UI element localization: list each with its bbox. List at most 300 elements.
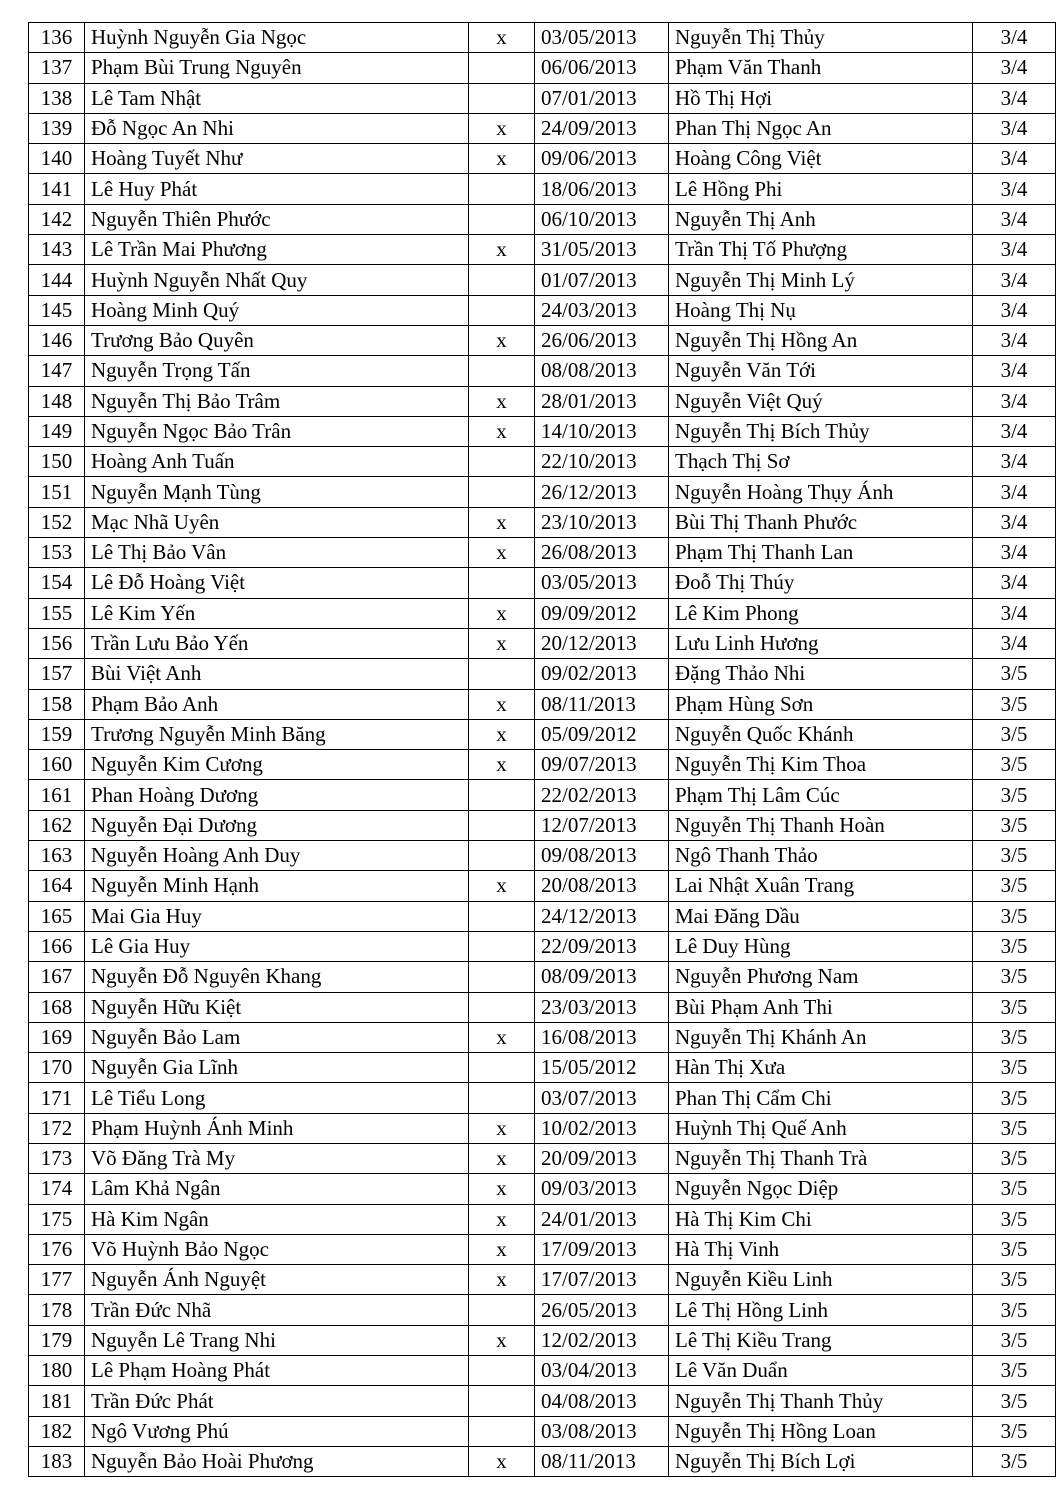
parent-name: Ngô Thanh Thảo <box>669 841 973 871</box>
student-name: Nguyễn Bảo Hoài Phương <box>85 1446 469 1476</box>
parent-name: Nguyễn Thị Thanh Thủy <box>669 1386 973 1416</box>
row-number: 145 <box>29 295 85 325</box>
birth-date: 03/08/2013 <box>535 1416 669 1446</box>
row-number: 167 <box>29 962 85 992</box>
class-label: 3/4 <box>973 477 1056 507</box>
row-number: 173 <box>29 1143 85 1173</box>
student-name: Nguyễn Đỗ Nguyên Khang <box>85 962 469 992</box>
birth-date: 12/02/2013 <box>535 1325 669 1355</box>
class-label: 3/5 <box>973 1204 1056 1234</box>
class-label: 3/4 <box>973 295 1056 325</box>
table-row <box>29 386 1056 416</box>
student-name: Huỳnh Nguyễn Gia Ngọc <box>85 23 469 53</box>
class-label: 3/5 <box>973 1356 1056 1386</box>
student-name: Lê Thị Bảo Vân <box>85 538 469 568</box>
student-name: Mai Gia Huy <box>85 901 469 931</box>
row-number: 148 <box>29 386 85 416</box>
student-name: Nguyễn Gia Lĩnh <box>85 1053 469 1083</box>
class-label: 3/4 <box>973 386 1056 416</box>
student-name: Nguyễn Trọng Tấn <box>85 356 469 386</box>
table-row <box>29 325 1056 355</box>
parent-name: Hoàng Thị Nụ <box>669 295 973 325</box>
row-number: 165 <box>29 901 85 931</box>
table-row <box>29 1386 1056 1416</box>
student-name: Nguyễn Đại Dương <box>85 810 469 840</box>
birth-date: 17/07/2013 <box>535 1265 669 1295</box>
student-name: Ngô Vương Phú <box>85 1416 469 1446</box>
female-mark: x <box>469 750 535 780</box>
female-mark: x <box>469 538 535 568</box>
parent-name: Hà Thị Kim Chi <box>669 1204 973 1234</box>
female-mark <box>469 1295 535 1325</box>
student-name: Võ Huỳnh Bảo Ngọc <box>85 1234 469 1264</box>
class-label: 3/5 <box>973 962 1056 992</box>
parent-name: Mai Đăng Dầu <box>669 901 973 931</box>
female-mark <box>469 1386 535 1416</box>
class-label: 3/5 <box>973 719 1056 749</box>
birth-date: 08/09/2013 <box>535 962 669 992</box>
row-number: 161 <box>29 780 85 810</box>
female-mark: x <box>469 1234 535 1264</box>
birth-date: 10/02/2013 <box>535 1113 669 1143</box>
student-name: Lê Tiểu Long <box>85 1083 469 1113</box>
birth-date: 24/09/2013 <box>535 113 669 143</box>
table-row <box>29 1083 1056 1113</box>
row-number: 159 <box>29 719 85 749</box>
parent-name: Nguyễn Thị Khánh An <box>669 1022 973 1052</box>
class-label: 3/4 <box>973 598 1056 628</box>
class-label: 3/5 <box>973 1234 1056 1264</box>
row-number: 152 <box>29 507 85 537</box>
birth-date: 01/07/2013 <box>535 265 669 295</box>
row-number: 180 <box>29 1356 85 1386</box>
row-number: 160 <box>29 750 85 780</box>
birth-date: 03/05/2013 <box>535 568 669 598</box>
table-row <box>29 507 1056 537</box>
table-row <box>29 962 1056 992</box>
row-number: 140 <box>29 144 85 174</box>
table-row <box>29 235 1056 265</box>
female-mark: x <box>469 628 535 658</box>
student-name: Lê Huy Phát <box>85 174 469 204</box>
birth-date: 26/06/2013 <box>535 325 669 355</box>
table-row <box>29 841 1056 871</box>
table-row <box>29 53 1056 83</box>
female-mark: x <box>469 325 535 355</box>
table-row <box>29 992 1056 1022</box>
parent-name: Phạm Văn Thanh <box>669 53 973 83</box>
class-label: 3/5 <box>973 871 1056 901</box>
birth-date: 20/08/2013 <box>535 871 669 901</box>
class-label: 3/4 <box>973 235 1056 265</box>
row-number: 150 <box>29 447 85 477</box>
birth-date: 09/06/2013 <box>535 144 669 174</box>
female-mark: x <box>469 689 535 719</box>
row-number: 143 <box>29 235 85 265</box>
student-name: Nguyễn Hữu Kiệt <box>85 992 469 1022</box>
table-row <box>29 1416 1056 1446</box>
birth-date: 22/09/2013 <box>535 931 669 961</box>
student-name: Nguyễn Thiên Phước <box>85 204 469 234</box>
table-row <box>29 750 1056 780</box>
table-row <box>29 416 1056 446</box>
parent-name: Lai Nhật Xuân Trang <box>669 871 973 901</box>
student-name: Lê Đỗ Hoàng Việt <box>85 568 469 598</box>
student-name: Huỳnh Nguyễn Nhất Quy <box>85 265 469 295</box>
parent-name: Phan Thị Ngọc An <box>669 113 973 143</box>
parent-name: Nguyễn Quốc Khánh <box>669 719 973 749</box>
student-name: Phan Hoàng Dương <box>85 780 469 810</box>
table-row <box>29 477 1056 507</box>
class-label: 3/5 <box>973 780 1056 810</box>
parent-name: Nguyễn Thị Minh Lý <box>669 265 973 295</box>
row-number: 156 <box>29 628 85 658</box>
parent-name: Nguyễn Thị Thủy <box>669 23 973 53</box>
birth-date: 12/07/2013 <box>535 810 669 840</box>
class-label: 3/4 <box>973 507 1056 537</box>
female-mark <box>469 659 535 689</box>
birth-date: 05/09/2012 <box>535 719 669 749</box>
class-label: 3/5 <box>973 1022 1056 1052</box>
roster-body <box>29 23 1056 1477</box>
birth-date: 22/10/2013 <box>535 447 669 477</box>
class-label: 3/5 <box>973 1446 1056 1476</box>
birth-date: 09/02/2013 <box>535 659 669 689</box>
female-mark: x <box>469 416 535 446</box>
female-mark: x <box>469 871 535 901</box>
row-number: 181 <box>29 1386 85 1416</box>
class-label: 3/4 <box>973 174 1056 204</box>
female-mark <box>469 83 535 113</box>
row-number: 172 <box>29 1113 85 1143</box>
birth-date: 09/08/2013 <box>535 841 669 871</box>
class-label: 3/4 <box>973 265 1056 295</box>
student-name: Nguyễn Mạnh Tùng <box>85 477 469 507</box>
student-name: Phạm Bùi Trung Nguyên <box>85 53 469 83</box>
table-row <box>29 1022 1056 1052</box>
birth-date: 15/05/2012 <box>535 1053 669 1083</box>
table-row <box>29 1446 1056 1476</box>
class-label: 3/5 <box>973 750 1056 780</box>
class-label: 3/4 <box>973 628 1056 658</box>
row-number: 151 <box>29 477 85 507</box>
class-label: 3/5 <box>973 689 1056 719</box>
birth-date: 20/12/2013 <box>535 628 669 658</box>
female-mark: x <box>469 719 535 749</box>
table-row <box>29 538 1056 568</box>
female-mark: x <box>469 1113 535 1143</box>
table-row <box>29 1053 1056 1083</box>
row-number: 178 <box>29 1295 85 1325</box>
female-mark <box>469 1083 535 1113</box>
parent-name: Lê Duy Hùng <box>669 931 973 961</box>
class-label: 3/5 <box>973 659 1056 689</box>
birth-date: 08/11/2013 <box>535 1446 669 1476</box>
parent-name: Hà Thị Vinh <box>669 1234 973 1264</box>
row-number: 147 <box>29 356 85 386</box>
row-number: 174 <box>29 1174 85 1204</box>
female-mark: x <box>469 113 535 143</box>
parent-name: Nguyễn Ngọc Diệp <box>669 1174 973 1204</box>
birth-date: 06/06/2013 <box>535 53 669 83</box>
class-label: 3/5 <box>973 1295 1056 1325</box>
parent-name: Lưu Linh Hương <box>669 628 973 658</box>
parent-name: Bùi Thị Thanh Phước <box>669 507 973 537</box>
table-row <box>29 1295 1056 1325</box>
class-label: 3/4 <box>973 416 1056 446</box>
female-mark: x <box>469 1143 535 1173</box>
female-mark <box>469 356 535 386</box>
birth-date: 23/03/2013 <box>535 992 669 1022</box>
table-row <box>29 1143 1056 1173</box>
table-row <box>29 144 1056 174</box>
row-number: 168 <box>29 992 85 1022</box>
parent-name: Nguyễn Phương Nam <box>669 962 973 992</box>
female-mark: x <box>469 144 535 174</box>
student-name: Hoàng Anh Tuấn <box>85 447 469 477</box>
table-row <box>29 1325 1056 1355</box>
birth-date: 14/10/2013 <box>535 416 669 446</box>
row-number: 153 <box>29 538 85 568</box>
birth-date: 09/07/2013 <box>535 750 669 780</box>
birth-date: 18/06/2013 <box>535 174 669 204</box>
table-row <box>29 871 1056 901</box>
student-name: Võ Đăng Trà My <box>85 1143 469 1173</box>
female-mark: x <box>469 1446 535 1476</box>
row-number: 179 <box>29 1325 85 1355</box>
row-number: 163 <box>29 841 85 871</box>
female-mark: x <box>469 1022 535 1052</box>
parent-name: Nguyễn Kiều Linh <box>669 1265 973 1295</box>
birth-date: 28/01/2013 <box>535 386 669 416</box>
female-mark <box>469 1356 535 1386</box>
birth-date: 26/12/2013 <box>535 477 669 507</box>
parent-name: Lê Hồng Phi <box>669 174 973 204</box>
female-mark <box>469 53 535 83</box>
female-mark <box>469 780 535 810</box>
birth-date: 26/05/2013 <box>535 1295 669 1325</box>
table-row <box>29 113 1056 143</box>
birth-date: 17/09/2013 <box>535 1234 669 1264</box>
female-mark: x <box>469 507 535 537</box>
row-number: 149 <box>29 416 85 446</box>
student-name: Trần Lưu Bảo Yến <box>85 628 469 658</box>
row-number: 183 <box>29 1446 85 1476</box>
class-label: 3/5 <box>973 1143 1056 1173</box>
student-name: Nguyễn Minh Hạnh <box>85 871 469 901</box>
class-label: 3/4 <box>973 447 1056 477</box>
female-mark <box>469 962 535 992</box>
class-label: 3/5 <box>973 1386 1056 1416</box>
row-number: 164 <box>29 871 85 901</box>
parent-name: Phan Thị Cẩm Chi <box>669 1083 973 1113</box>
birth-date: 08/08/2013 <box>535 356 669 386</box>
table-row <box>29 1113 1056 1143</box>
row-number: 158 <box>29 689 85 719</box>
birth-date: 08/11/2013 <box>535 689 669 719</box>
student-name: Nguyễn Ánh Nguyệt <box>85 1265 469 1295</box>
table-row <box>29 23 1056 53</box>
parent-name: Lê Thị Kiều Trang <box>669 1325 973 1355</box>
student-name: Nguyễn Kim Cương <box>85 750 469 780</box>
student-name: Trương Nguyễn Minh Băng <box>85 719 469 749</box>
birth-date: 22/02/2013 <box>535 780 669 810</box>
class-label: 3/4 <box>973 204 1056 234</box>
table-row <box>29 931 1056 961</box>
class-label: 3/4 <box>973 113 1056 143</box>
parent-name: Huỳnh Thị Quế Anh <box>669 1113 973 1143</box>
student-name: Lê Phạm Hoàng Phát <box>85 1356 469 1386</box>
female-mark: x <box>469 1204 535 1234</box>
female-mark: x <box>469 23 535 53</box>
class-label: 3/5 <box>973 1325 1056 1355</box>
parent-name: Nguyễn Thị Kim Thoa <box>669 750 973 780</box>
parent-name: Nguyễn Thị Bích Thủy <box>669 416 973 446</box>
row-number: 136 <box>29 23 85 53</box>
student-name: Nguyễn Hoàng Anh Duy <box>85 841 469 871</box>
class-label: 3/4 <box>973 23 1056 53</box>
female-mark: x <box>469 1174 535 1204</box>
parent-name: Hàn Thị Xưa <box>669 1053 973 1083</box>
birth-date: 09/03/2013 <box>535 1174 669 1204</box>
class-label: 3/4 <box>973 568 1056 598</box>
student-name: Nguyễn Bảo Lam <box>85 1022 469 1052</box>
table-row <box>29 265 1056 295</box>
female-mark <box>469 810 535 840</box>
female-mark: x <box>469 235 535 265</box>
parent-name: Hồ Thị Hợi <box>669 83 973 113</box>
birth-date: 09/09/2012 <box>535 598 669 628</box>
row-number: 166 <box>29 931 85 961</box>
birth-date: 31/05/2013 <box>535 235 669 265</box>
table-row <box>29 901 1056 931</box>
parent-name: Lê Thị Hồng Linh <box>669 1295 973 1325</box>
row-number: 176 <box>29 1234 85 1264</box>
parent-name: Nguyễn Thị Anh <box>669 204 973 234</box>
table-row <box>29 810 1056 840</box>
class-label: 3/5 <box>973 1265 1056 1295</box>
female-mark <box>469 477 535 507</box>
parent-name: Nguyễn Thị Hồng Loan <box>669 1416 973 1446</box>
female-mark <box>469 204 535 234</box>
table-row <box>29 598 1056 628</box>
class-label: 3/4 <box>973 325 1056 355</box>
row-number: 157 <box>29 659 85 689</box>
table-row <box>29 295 1056 325</box>
class-label: 3/5 <box>973 1174 1056 1204</box>
parent-name: Thạch Thị Sơ <box>669 447 973 477</box>
class-label: 3/5 <box>973 992 1056 1022</box>
row-number: 139 <box>29 113 85 143</box>
table-row <box>29 1265 1056 1295</box>
female-mark <box>469 265 535 295</box>
birth-date: 24/12/2013 <box>535 901 669 931</box>
parent-name: Đặng Thảo Nhi <box>669 659 973 689</box>
female-mark: x <box>469 386 535 416</box>
birth-date: 24/01/2013 <box>535 1204 669 1234</box>
table-row <box>29 1174 1056 1204</box>
table-row <box>29 780 1056 810</box>
table-row <box>29 1204 1056 1234</box>
row-number: 170 <box>29 1053 85 1083</box>
birth-date: 24/03/2013 <box>535 295 669 325</box>
parent-name: Nguyễn Thị Hồng An <box>669 325 973 355</box>
table-row <box>29 356 1056 386</box>
student-roster-table <box>28 22 1056 1477</box>
student-name: Trần Đức Phát <box>85 1386 469 1416</box>
table-row <box>29 447 1056 477</box>
student-name: Phạm Huỳnh Ánh Minh <box>85 1113 469 1143</box>
female-mark <box>469 931 535 961</box>
class-label: 3/5 <box>973 1416 1056 1446</box>
student-name: Đỗ Ngọc An Nhi <box>85 113 469 143</box>
student-name: Lê Kim Yến <box>85 598 469 628</box>
row-number: 141 <box>29 174 85 204</box>
class-label: 3/5 <box>973 1053 1056 1083</box>
row-number: 162 <box>29 810 85 840</box>
female-mark <box>469 295 535 325</box>
female-mark: x <box>469 598 535 628</box>
row-number: 169 <box>29 1022 85 1052</box>
student-name: Nguyễn Thị Bảo Trâm <box>85 386 469 416</box>
birth-date: 03/05/2013 <box>535 23 669 53</box>
birth-date: 16/08/2013 <box>535 1022 669 1052</box>
birth-date: 23/10/2013 <box>535 507 669 537</box>
female-mark: x <box>469 1265 535 1295</box>
parent-name: Nguyễn Thị Bích Lợi <box>669 1446 973 1476</box>
parent-name: Lê Văn Duẩn <box>669 1356 973 1386</box>
female-mark <box>469 568 535 598</box>
table-row <box>29 568 1056 598</box>
female-mark <box>469 1416 535 1446</box>
table-row <box>29 628 1056 658</box>
female-mark <box>469 174 535 204</box>
female-mark <box>469 901 535 931</box>
student-name: Lê Trần Mai Phương <box>85 235 469 265</box>
table-row <box>29 174 1056 204</box>
row-number: 142 <box>29 204 85 234</box>
table-row <box>29 719 1056 749</box>
class-label: 3/4 <box>973 53 1056 83</box>
row-number: 146 <box>29 325 85 355</box>
student-name: Phạm Bảo Anh <box>85 689 469 719</box>
row-number: 175 <box>29 1204 85 1234</box>
student-name: Lê Tam Nhật <box>85 83 469 113</box>
row-number: 144 <box>29 265 85 295</box>
female-mark <box>469 992 535 1022</box>
row-number: 137 <box>29 53 85 83</box>
female-mark: x <box>469 1325 535 1355</box>
row-number: 171 <box>29 1083 85 1113</box>
parent-name: Nguyễn Thị Thanh Hoàn <box>669 810 973 840</box>
female-mark <box>469 447 535 477</box>
class-label: 3/4 <box>973 83 1056 113</box>
parent-name: Nguyễn Hoàng Thụy Ánh <box>669 477 973 507</box>
birth-date: 20/09/2013 <box>535 1143 669 1173</box>
student-name: Trần Đức Nhã <box>85 1295 469 1325</box>
class-label: 3/5 <box>973 1113 1056 1143</box>
parent-name: Phạm Thị Lâm Cúc <box>669 780 973 810</box>
table-row <box>29 1356 1056 1386</box>
row-number: 154 <box>29 568 85 598</box>
table-row <box>29 689 1056 719</box>
student-name: Hà Kim Ngân <box>85 1204 469 1234</box>
student-name: Lâm Khả Ngân <box>85 1174 469 1204</box>
student-name: Mạc Nhã Uyên <box>85 507 469 537</box>
parent-name: Bùi Phạm Anh Thi <box>669 992 973 1022</box>
class-label: 3/4 <box>973 144 1056 174</box>
row-number: 182 <box>29 1416 85 1446</box>
